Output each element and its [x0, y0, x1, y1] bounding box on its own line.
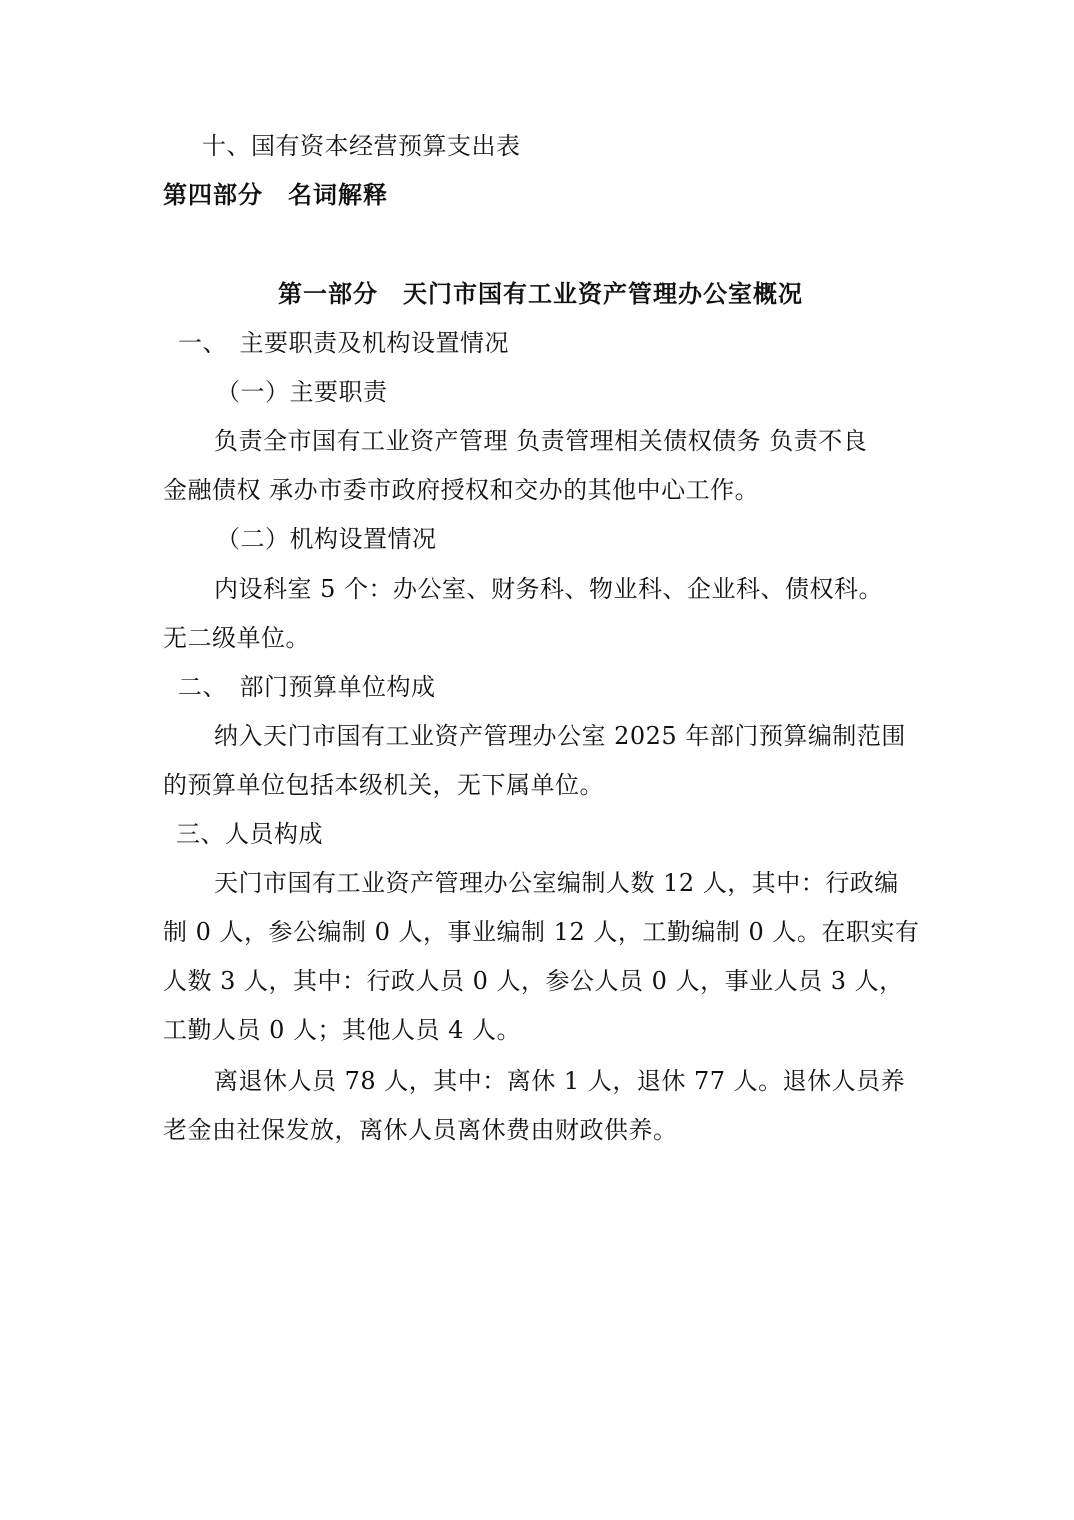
budget-unit-line-2: 的预算单位包括本级机关，无下属单位。 [163, 771, 604, 799]
retired-line-1: 离退休人员 78 人，其中：离休 1 人，退休 77 人。退休人员养 [214, 1067, 906, 1095]
staff-line-4: 工勤人员 0 人；其他人员 4 人。 [163, 1016, 522, 1044]
budget-unit-line-1: 纳入天门市国有工业资产管理办公室 2025 年部门预算编制范围 [214, 722, 906, 750]
org-line-2: 无二级单位。 [163, 624, 310, 652]
toc-item-10: 十、国有资本经营预算支出表 [202, 132, 521, 160]
part-1-title: 第一部分 天门市国有工业资产管理办公室概况 [278, 280, 803, 308]
toc-part-4-heading: 第四部分 名词解释 [163, 181, 388, 209]
section-2-heading: 二、 部门预算单位构成 [178, 673, 436, 701]
retired-line-2: 老金由社保发放，离休人员离休费由财政供养。 [163, 1116, 678, 1144]
subsection-2-heading: （二）机构设置情况 [216, 525, 437, 553]
section-1-heading: 一、 主要职责及机构设置情况 [178, 329, 509, 357]
staff-line-3: 人数 3 人，其中：行政人员 0 人，参公人员 0 人，事业人员 3 人， [163, 967, 904, 995]
staff-line-1: 天门市国有工业资产管理办公室编制人数 12 人，其中：行政编 [214, 869, 899, 897]
duties-line-2: 金融债权 承办市委市政府授权和交办的其他中心工作。 [163, 476, 760, 504]
duties-line-1: 负责全市国有工业资产管理 负责管理相关债权债务 负责不良 [214, 427, 868, 455]
section-3-heading: 三、人员构成 [176, 820, 323, 848]
subsection-1-heading: （一）主要职责 [216, 378, 388, 406]
staff-line-2: 制 0 人，参公编制 0 人，事业编制 12 人，工勤编制 0 人。在职实有 [163, 918, 920, 946]
org-line-1: 内设科室 5 个：办公室、财务科、物业科、企业科、债权科。 [214, 575, 884, 603]
